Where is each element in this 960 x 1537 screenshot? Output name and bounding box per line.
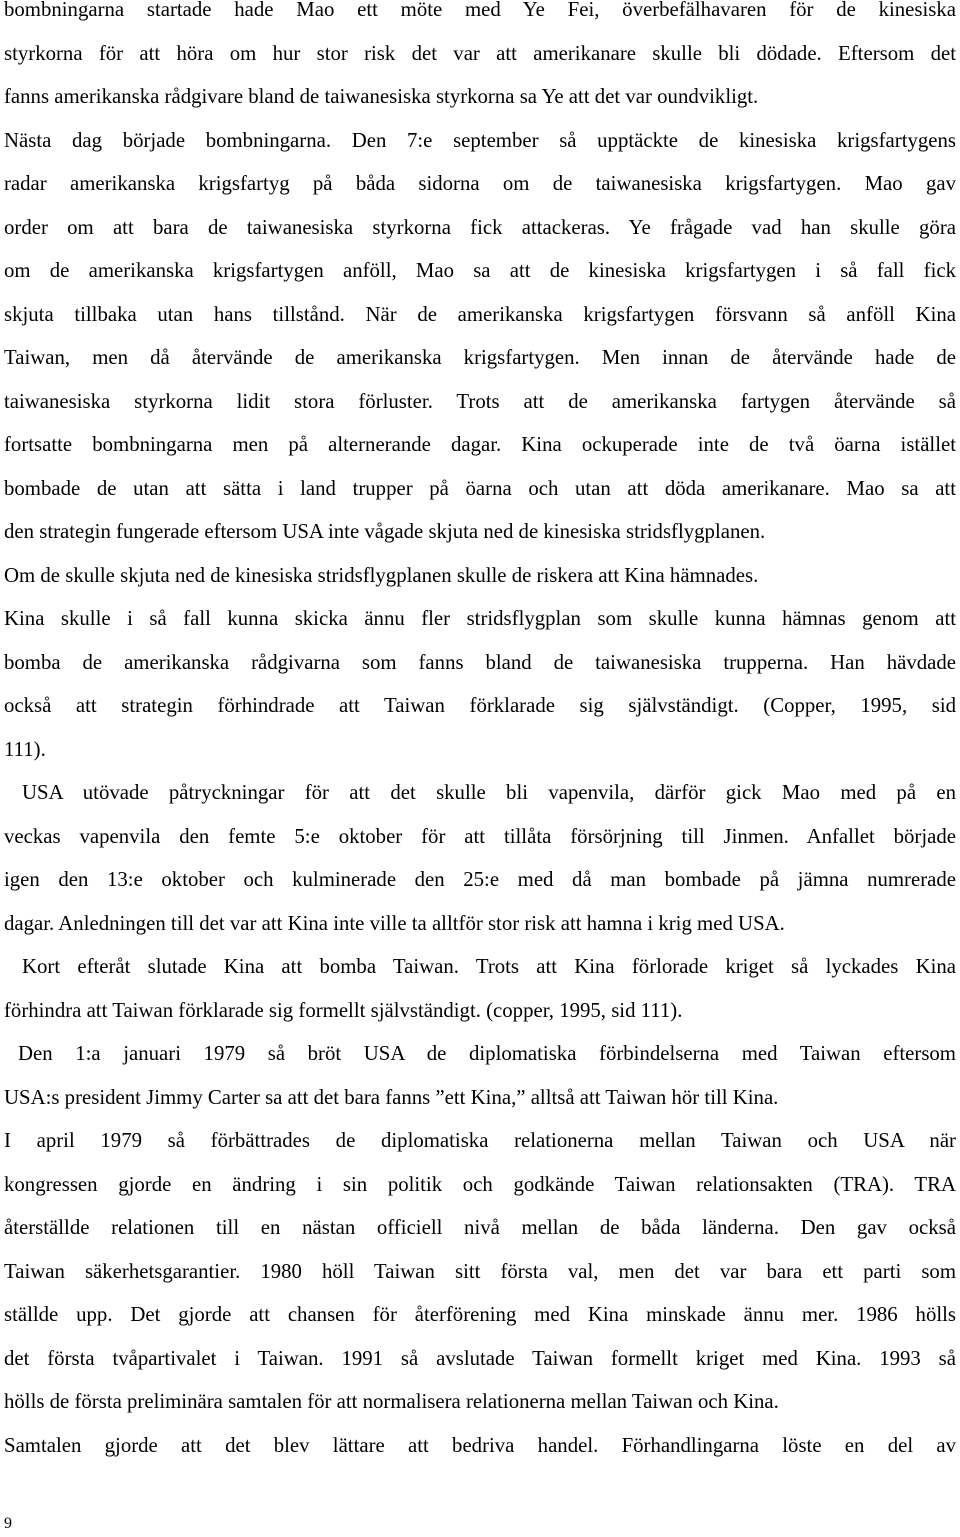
text-line: fortsatte bombningarna men på alternerande dagar. Kina ockuperade inte de två öarna istället	[4, 433, 956, 456]
text-line: veckas vapenvila den femte 5:e oktober för att tillåta försörjning till Jinmen. Anfallet började	[4, 824, 956, 848]
text-line: Samtalen gjorde att det blev lättare att bedriva handel. Förhandlingarna löste en del av	[4, 1433, 956, 1457]
text-line: styrkorna för att höra om hur stor risk det var att amerikanare skulle bli dödade. Eftersom det	[4, 41, 956, 65]
text-line: USA:s president Jimmy Carter sa att det bara fanns ”ett Kina,” alltså att Taiwan hör till Kina.	[4, 1085, 779, 1109]
text-line: förhindra att Taiwan förklarade sig formellt självständigt. (copper, 1995, sid 111).	[4, 998, 683, 1022]
page-number: 9	[4, 1515, 12, 1532]
text-line: också att strategin förhindrade att Taiwan förklarade sig självständigt. (Copper, 1995, sid	[4, 694, 956, 717]
text-line: Taiwan säkerhetsgarantier. 1980 höll Taiwan sitt första val, men det var bara ett parti som	[4, 1259, 956, 1283]
text-line: radar amerikanska krigsfartyg på båda sidorna om de taiwanesiska krigsfartygen. Mao gav	[4, 172, 956, 195]
text-line: Kina skulle i så fall kunna skicka ännu fler stridsflygplan som skulle kunna hämnas genom att	[4, 607, 956, 630]
text-line: bombningarna startade hade Mao ett möte med Ye Fei, överbefälhavaren för de kinesiska	[4, 0, 956, 21]
text-line: Om de skulle skjuta ned de kinesiska stridsflygplanen skulle de riskera att Kina hämnades.	[4, 563, 759, 587]
text-line: Nästa dag började bombningarna. Den 7:e september så upptäckte de kinesiska krigsfartygens	[4, 128, 956, 152]
text-line: I april 1979 så förbättrades de diplomatiska relationerna mellan Taiwan och USA när	[4, 1129, 956, 1152]
text-line: återställde relationen till en nästan officiell nivå mellan de båda länderna. Den gav också	[4, 1216, 956, 1239]
text-line: ställde upp. Det gjorde att chansen för återförening med Kina minskade ännu mer. 1986 hölls	[4, 1303, 956, 1326]
text-line: om de amerikanska krigsfartygen anföll, Mao sa att de kinesiska krigsfartygen i så fall fick	[4, 259, 956, 282]
text-line: bombade de utan att sätta i land trupper på öarna och utan att döda amerikanare. Mao sa att	[4, 476, 956, 500]
text-line: fanns amerikanska rådgivare bland de taiwanesiska styrkorna sa Ye att det var oundvikligt.	[4, 85, 759, 108]
text-line: Kort efteråt slutade Kina att bomba Taiwan. Trots att Kina förlorade kriget så lyckades Kina	[22, 955, 956, 978]
text-line: bomba de amerikanska rådgivarna som fanns bland de taiwanesiska trupperna. Han hävdade	[4, 650, 956, 674]
text-line: 111).	[4, 737, 46, 761]
text-line: den strategin fungerade eftersom USA inte vågade skjuta ned de kinesiska stridsflygplanen.	[4, 520, 766, 543]
text-line: USA utövade påtryckningar för att det skulle bli vapenvila, därför gick Mao med på en	[22, 781, 956, 804]
text-line: igen den 13:e oktober och kulminerade den 25:e med då man bombade på jämna numrerade	[4, 868, 956, 891]
text-line: hölls de första preliminära samtalen för att normalisera relationerna mellan Taiwan och Kina.	[4, 1390, 779, 1413]
text-line: taiwanesiska styrkorna lidit stora förluster. Trots att de amerikanska fartygen återvände så	[4, 389, 956, 413]
text-line: Taiwan, men då återvände de amerikanska krigsfartygen. Men innan de återvände hade de	[4, 346, 956, 369]
text-line: det första tvåpartivalet i Taiwan. 1991 så avslutade Taiwan formellt kriget med Kina. 1993 så	[4, 1346, 956, 1370]
text-line: dagar. Anledningen till det var att Kina inte ville ta alltför stor risk att hamna i krig med USA.	[4, 911, 785, 935]
text-line: skjuta tillbaka utan hans tillstånd. När de amerikanska krigsfartygen försvann så anföll Kina	[4, 302, 956, 326]
text-line: kongressen gjorde en ändring i sin politik och godkände Taiwan relationsakten (TRA). TRA	[4, 1172, 956, 1196]
text-line: Den 1:a januari 1979 så bröt USA de diplomatiska förbindelserna med Taiwan eftersom	[18, 1042, 956, 1065]
text-line: order om att bara de taiwanesiska styrkorna fick attackeras. Ye frågade vad han skulle göra	[4, 215, 956, 239]
